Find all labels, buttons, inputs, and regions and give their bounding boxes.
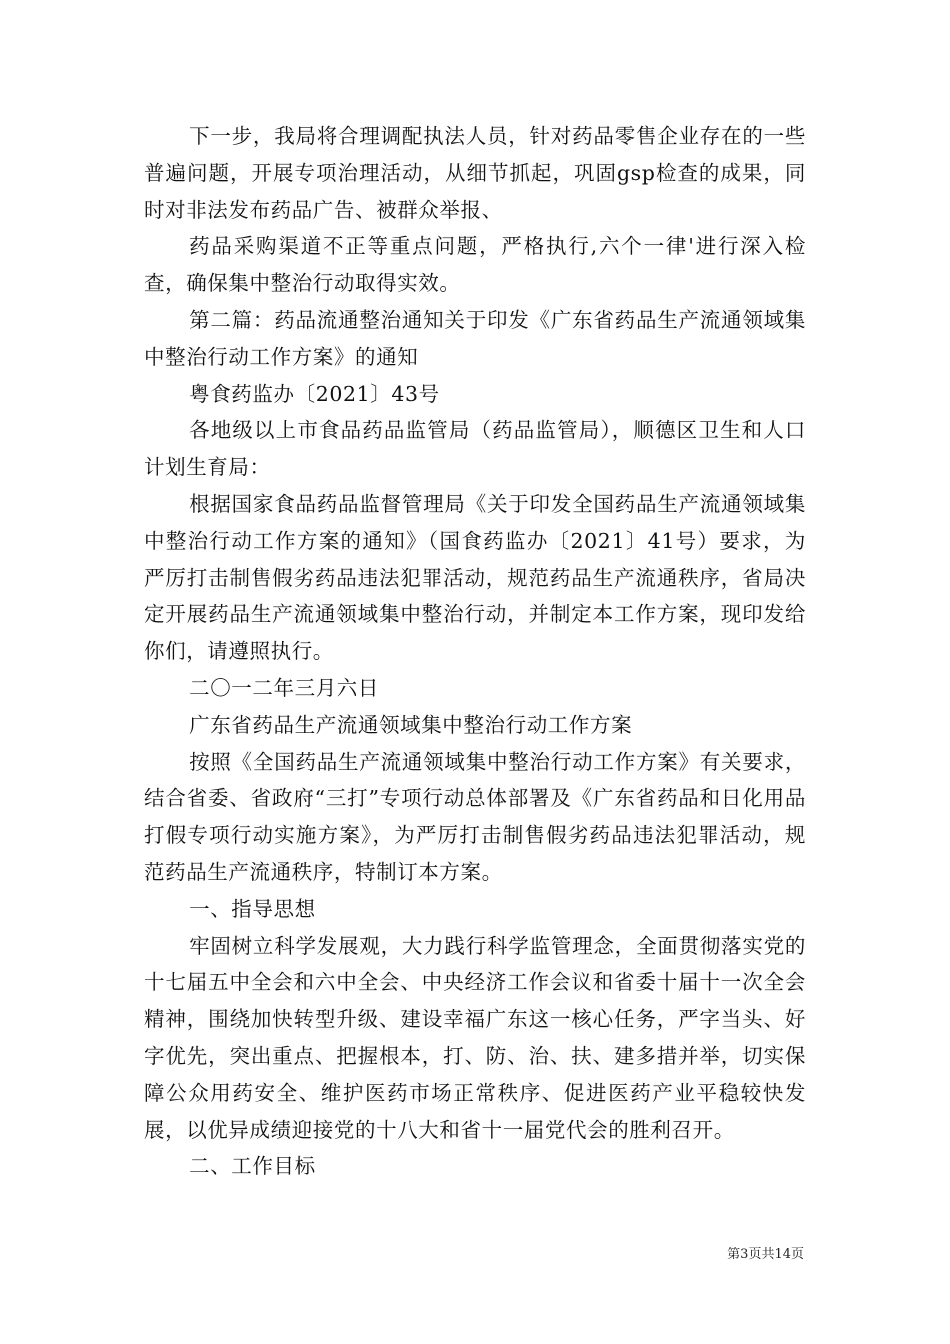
document-body (144, 118, 806, 1185)
paragraph-plan-intro: 按照《全国药品生产流通领域集中整治行动工作方案》有关要求，结合省委、省政府“三打”专项行动总体部署及《广东省药品和日化用品打假专项行动实施方案》，为严厉打击制售假劣药品违法犯罪活动，规范药品生产流通秩序，特制订本方案。 (144, 749, 806, 884)
page-number-footer: 第3页共14页 (727, 1247, 804, 1262)
paragraph-date: 二〇一二年三月六日 (189, 675, 379, 700)
paragraph-purchase-channels: 药品采购渠道不正等重点问题，严格执行,六个一律'进行深入检查，确保集中整治行动取得实效。 (144, 234, 806, 296)
paragraph-next-step: 下一步，我局将合理调配执法人员，针对药品零售企业存在的一些普遍问题，开展专项治理活动，从细节抓起，巩固gsp检查的成果，同时对非法发布药品广告、被群众举报、 (144, 124, 806, 222)
paragraph-document-number: 粤食药监办〔2021〕43号 (189, 381, 440, 406)
paragraph-plan-title: 广东省药品生产流通领域集中整治行动工作方案 (189, 712, 633, 737)
paragraph-guiding-ideology: 牢固树立科学发展观，大力践行科学监管理念，全面贯彻落实党的十七届五中全会和六中全会、中央经济工作会议和省委十届十一次全会精神，围绕加快转型升级、建设幸福广东这一核心任务，严字当头、好字优先，突出重点、把握根本，打、防、治、扶、建多措并举，切实保障公众用药安全、维护医药市场正常秩序、促进医药产业平稳较快发展，以优异成绩迎接党的十八大和省十一届党代会的胜利召开。 (144, 933, 806, 1142)
section-heading-guiding-ideology: 一、指导思想 (189, 896, 316, 921)
paragraph-second-article-title: 第二篇：药品流通整治通知关于印发《广东省药品生产流通领域集中整治行动工作方案》的通知 (144, 307, 806, 369)
paragraph-notice-body: 根据国家食品药品监督管理局《关于印发全国药品生产流通领域集中整治行动工作方案的通知》（国食药监办〔2021〕41号）要求，为严厉打击制售假劣药品违法犯罪活动，规范药品生产流通秩序，省局决定开展药品生产流通领域集中整治行动，并制定本工作方案，现印发给你们，请遵照执行。 (144, 491, 806, 664)
section-heading-work-goals: 二、工作目标 (189, 1154, 316, 1179)
paragraph-addressees: 各地级以上市食品药品监管局（药品监管局），顺德区卫生和人口计划生育局： (144, 418, 806, 480)
